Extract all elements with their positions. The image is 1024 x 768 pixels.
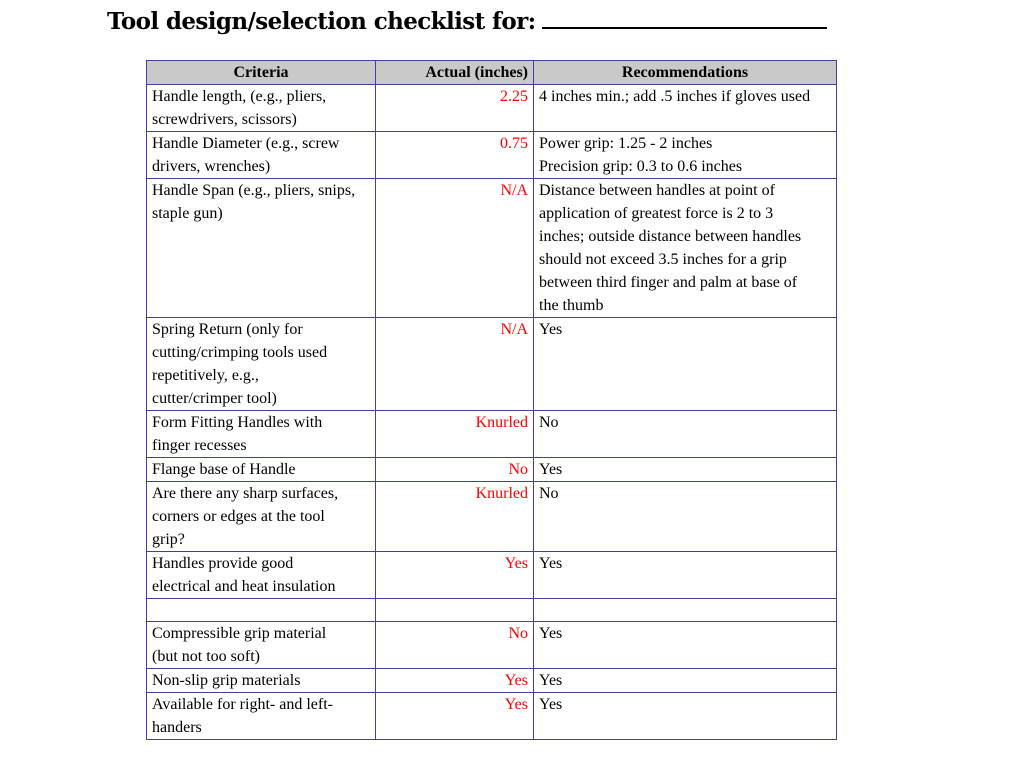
recommendation-cell xyxy=(534,552,837,599)
criteria-text: staple gun) xyxy=(152,205,223,222)
criteria-text: Handle length, (e.g., pliers, xyxy=(152,88,327,105)
checklist-table xyxy=(146,60,837,740)
criteria-text: Flange base of Handle xyxy=(152,461,296,478)
actual-value-cell: Knurled xyxy=(376,411,534,458)
table-row xyxy=(147,622,837,669)
recommendation-text: Yes xyxy=(539,625,563,642)
recommendation-text: Distance between handles at point of xyxy=(539,182,775,199)
actual-value-cell: 2.25 xyxy=(376,85,534,132)
criteria-cell xyxy=(147,669,376,693)
criteria-text: cutter/crimper tool) xyxy=(152,390,277,407)
criteria-cell xyxy=(147,622,376,669)
title-fill-in-blank xyxy=(542,1,827,29)
criteria-text: cutting/crimping tools used xyxy=(152,344,328,361)
table-row xyxy=(147,693,837,740)
recommendation-cell xyxy=(534,318,837,411)
criteria-text: grip? xyxy=(152,531,185,548)
table-row xyxy=(147,318,837,411)
recommendation-text: application of greatest force is 2 to 3 xyxy=(539,205,774,222)
criteria-cell xyxy=(147,411,376,458)
recommendation-text: Power grip: 1.25 - 2 inches xyxy=(539,135,713,152)
criteria-cell xyxy=(147,482,376,552)
criteria-text: Are there any sharp surfaces, xyxy=(152,485,339,502)
table-row xyxy=(147,132,837,179)
criteria-text: Handles provide good xyxy=(152,555,294,572)
criteria-cell xyxy=(147,599,376,622)
table-row xyxy=(147,458,837,482)
recommendation-text: No xyxy=(539,414,559,431)
criteria-text: (but not too soft) xyxy=(152,648,260,665)
recommendation-cell xyxy=(534,85,837,132)
recommendation-text: No xyxy=(539,485,559,502)
table-row xyxy=(147,599,837,622)
recommendation-text: Yes xyxy=(539,672,563,689)
recommendation-cell xyxy=(534,179,837,318)
actual-value-cell: Knurled xyxy=(376,482,534,552)
table-row xyxy=(147,482,837,552)
criteria-cell xyxy=(147,179,376,318)
recommendation-cell xyxy=(534,132,837,179)
page-title-text: Tool design/selection checklist for: xyxy=(107,8,536,35)
recommendation-text: the thumb xyxy=(539,297,604,314)
table-row xyxy=(147,411,837,458)
actual-value-cell: Yes xyxy=(376,693,534,740)
recommendations-column-header: Recommendations xyxy=(534,61,837,85)
recommendation-text: Yes xyxy=(539,321,563,338)
checklist-body xyxy=(147,85,837,740)
table-row xyxy=(147,179,837,318)
recommendation-text: Yes xyxy=(539,696,563,713)
actual-value-cell: No xyxy=(376,458,534,482)
table-row xyxy=(147,85,837,132)
criteria-column-header: Criteria xyxy=(147,61,376,85)
criteria-text: handers xyxy=(152,719,202,736)
criteria-text: finger recesses xyxy=(152,437,247,454)
criteria-text: Form Fitting Handles with xyxy=(152,414,323,431)
criteria-text: repetitively, e.g., xyxy=(152,367,259,384)
page-title xyxy=(107,1,827,38)
actual-value-cell: N/A xyxy=(376,318,534,411)
criteria-cell xyxy=(147,85,376,132)
recommendation-text: Yes xyxy=(539,461,563,478)
criteria-text: Available for right- and left- xyxy=(152,696,333,713)
recommendation-cell xyxy=(534,599,837,622)
actual-value-cell: 0.75 xyxy=(376,132,534,179)
criteria-text: Handle Span (e.g., pliers, snips, xyxy=(152,182,356,199)
actual-column-header: Actual (inches) xyxy=(376,61,534,85)
criteria-text: screwdrivers, scissors) xyxy=(152,111,297,128)
recommendation-text: Yes xyxy=(539,555,563,572)
criteria-cell xyxy=(147,693,376,740)
actual-value-cell: Yes xyxy=(376,669,534,693)
recommendation-text: Precision grip: 0.3 to 0.6 inches xyxy=(539,158,743,175)
recommendation-text: inches; outside distance between handles xyxy=(539,228,802,245)
actual-value-cell: No xyxy=(376,622,534,669)
criteria-text: drivers, wrenches) xyxy=(152,158,271,175)
criteria-text: Handle Diameter (e.g., screw xyxy=(152,135,340,152)
criteria-text: electrical and heat insulation xyxy=(152,578,336,595)
criteria-cell xyxy=(147,318,376,411)
recommendation-cell xyxy=(534,693,837,740)
criteria-cell xyxy=(147,132,376,179)
criteria-text: Spring Return (only for xyxy=(152,321,303,338)
recommendation-cell xyxy=(534,411,837,458)
recommendation-cell xyxy=(534,622,837,669)
actual-value-cell: Yes xyxy=(376,552,534,599)
recommendation-text: should not exceed 3.5 inches for a grip xyxy=(539,251,787,268)
table-row xyxy=(147,552,837,599)
criteria-cell xyxy=(147,552,376,599)
recommendation-cell xyxy=(534,458,837,482)
recommendation-text: between third finger and palm at base of xyxy=(539,274,798,291)
actual-value-cell xyxy=(376,599,534,622)
table-header-row xyxy=(147,61,837,85)
criteria-text: Non-slip grip materials xyxy=(152,672,301,689)
criteria-text: corners or edges at the tool xyxy=(152,508,325,525)
recommendation-text: 4 inches min.; add .5 inches if gloves used xyxy=(539,88,811,105)
criteria-cell xyxy=(147,458,376,482)
table-row xyxy=(147,669,837,693)
actual-value-cell: N/A xyxy=(376,179,534,318)
recommendation-cell xyxy=(534,669,837,693)
recommendation-cell xyxy=(534,482,837,552)
criteria-text: Compressible grip material xyxy=(152,625,327,642)
